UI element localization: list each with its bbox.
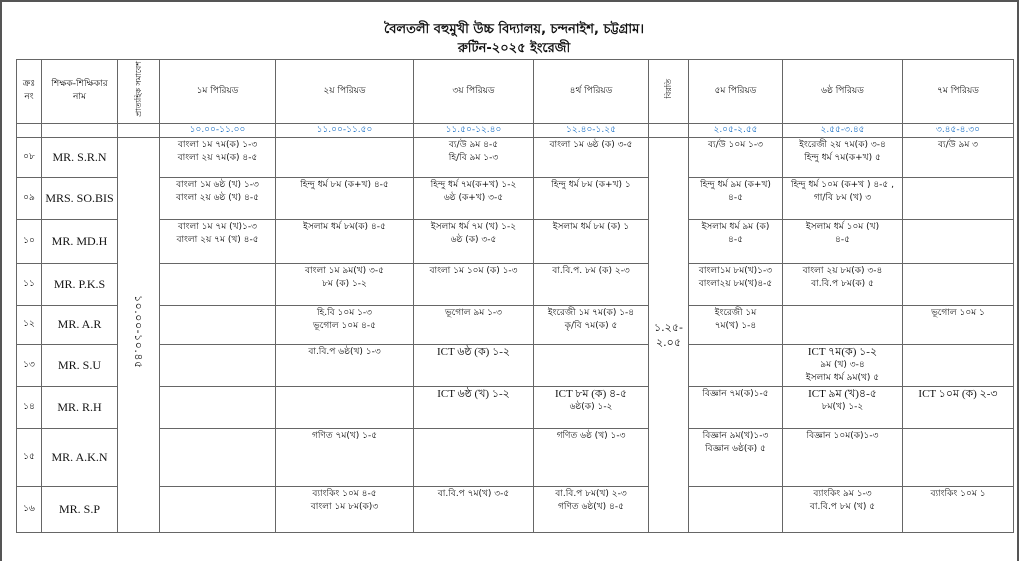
class-entry: গণিত ৬ষ্ঠ (খ) ১-৩ (556, 430, 626, 441)
assembly-time-cell (118, 137, 160, 532)
class-entry: ভূগোল ৯ম ১-৩ (444, 307, 503, 318)
period-4-class (534, 386, 649, 428)
class-entry: বাংলা ২য় ৭ম(ক) ৪-৫ (177, 152, 258, 163)
period-4-class (534, 219, 649, 263)
period-4-class (534, 344, 649, 386)
period-3-class (414, 263, 534, 305)
period-7-header: ৭ম পিরিয়ড (903, 60, 1014, 124)
class-entry: বিজ্ঞান ৯ম(খ)১-৩ (702, 430, 769, 441)
teacher-name: MRS. SO.BIS (42, 177, 118, 219)
table-row (17, 386, 1014, 428)
class-entry: ব্য/উ ৯ম ৪-৫ (448, 139, 499, 150)
class-entry: বাংলা ১ম ১০ম (ক) ১-৩ (429, 265, 518, 276)
teacher-name: MR. MD.H (42, 219, 118, 263)
assembly-time: ১০.০০-১০.৪৫ (132, 295, 145, 370)
period-1-class (160, 263, 276, 305)
class-entry: ৬ষ্ঠ (ক+খ) ৩-৫ (443, 192, 504, 203)
period-6-class (783, 344, 903, 386)
period-3-class (414, 486, 534, 532)
period-2-class (276, 386, 414, 428)
class-entry: বাংলা ২য় ৮ম(ক) ৩-৪ (802, 265, 883, 276)
class-entry: ব্যাংকিং ১০ম ১ (930, 488, 986, 499)
period-6-class (783, 137, 903, 177)
period-5-class (689, 219, 783, 263)
class-entry: গা/বি ৮ম (খ) ৩ (813, 192, 872, 203)
class-entry: ৬ষ্ঠ (ক) ৩-৫ (450, 234, 497, 245)
period-4-class (534, 137, 649, 177)
class-entry: ৪-৫ (728, 192, 743, 203)
class-entry: বাংলা২য় ৮ম(খ)৪-৫ (698, 278, 773, 289)
assembly-header (118, 60, 160, 124)
period-5-time: ২.০৫-২.৫৫ (689, 123, 783, 137)
time-blank (118, 123, 160, 137)
period-2-class (276, 428, 414, 486)
class-entry: ব্যাংকিং ৯ম ১-৩ (813, 488, 872, 499)
class-entry: ৯ম (খ) ৩-৪ (820, 359, 865, 370)
recess-time-cell (649, 137, 689, 532)
class-entry: বিজ্ঞান ১০ম(ক)১-৩ (806, 430, 879, 441)
serial-number: ১২ (17, 305, 42, 344)
class-entry: ইংরেজী ১ম ৭ম(ক) ১-৪ (547, 307, 635, 318)
class-entry: হিন্দু ধর্ম ৭ম(ক+খ) ১-২ (430, 179, 517, 190)
serial-header: ক্রঃ নং (17, 60, 42, 124)
class-entry: বা.বি.প ৭ম(খ) ৩-৫ (437, 488, 510, 499)
period-3-class (414, 177, 534, 219)
period-4-header: ৪র্থ পিরিয়ড (534, 60, 649, 124)
recess-time-end: ২.০৫ (656, 335, 681, 349)
period-6-class (783, 177, 903, 219)
class-entry: হি.বি ১০ম ১-৩ (316, 307, 373, 318)
period-5-class (689, 486, 783, 532)
class-entry: ICT ৮ম (ক) ৪-৫ (555, 387, 627, 400)
teacher-name: MR. S.R.N (42, 137, 118, 177)
period-1-class (160, 219, 276, 263)
table-row (17, 344, 1014, 386)
serial-number: ১৬ (17, 486, 42, 532)
period-5-class (689, 177, 783, 219)
class-entry: বা.বি.প ৬ষ্ঠ(খ) ১-৩ (308, 346, 381, 357)
period-2-header: ২য় পিরিয়ড (276, 60, 414, 124)
class-entry: বাংলা ২য় ৭ম (খ) ৪-৫ (176, 234, 259, 245)
period-6-time: ২.৫৫-৩.৪৫ (783, 123, 903, 137)
class-entry: হিন্দু ধর্ম ১০ম (ক+খ ) ৪-৫ , (791, 179, 894, 190)
class-entry: বাংলা ১ম ৬ষ্ঠ (খ) ১-৩ (176, 179, 259, 190)
period-3-class (414, 305, 534, 344)
routine-body (17, 137, 1014, 532)
recess-header-label: বিরতি (663, 79, 673, 99)
class-entry: ৮ম(খ) ১-২ (821, 401, 864, 412)
class-entry: বাংলা ১ম ৯ম(খ) ৩-৫ (305, 265, 384, 276)
period-1-time: ১০.০০-১১.০০ (160, 123, 276, 137)
time-blank (649, 123, 689, 137)
period-1-class (160, 344, 276, 386)
class-entry: বাংলা১ম ৮ম(খ)১-৩ (698, 265, 773, 276)
period-3-time: ১১.৫০-১২.৪০ (414, 123, 534, 137)
class-entry: বা.বি.প ৮ম(ক) ৫ (811, 278, 874, 289)
class-entry: বাংলা ১ম ৬ষ্ঠ (ক) ৩-৫ (549, 139, 633, 150)
table-row (17, 137, 1014, 177)
period-5-class (689, 344, 783, 386)
class-entry: বাংলা ১ম ৭ম (খ)১-৩ (178, 221, 257, 232)
period-5-class (689, 137, 783, 177)
class-entry: ৬ষ্ঠ(ক) ১-২ (569, 401, 613, 412)
class-entry: বাংলা ২য় ৬ষ্ঠ (খ) ৪-৫ (176, 192, 259, 203)
teacher-name: MR. P.K.S (42, 263, 118, 305)
table-row (17, 486, 1014, 532)
period-3-class (414, 219, 534, 263)
class-entry: ICT ৭ম(ক) ১-২ (807, 345, 878, 358)
class-entry: কৃ/বি ৭ম(ক) ৫ (564, 320, 618, 331)
period-3-class (414, 137, 534, 177)
serial-number: ০৮ (17, 137, 42, 177)
class-entry: বা.বি.প. ৮ম (ক) ২-৩ (552, 265, 630, 276)
serial-number: ১০ (17, 219, 42, 263)
period-6-class (783, 219, 903, 263)
period-1-class (160, 386, 276, 428)
period-1-header: ১ম পিরিয়ড (160, 60, 276, 124)
class-entry: গণিত ৭ম(খ) ১-৫ (311, 430, 378, 441)
class-entry: ৪-৫ (835, 234, 850, 245)
table-row (17, 305, 1014, 344)
period-6-class (783, 386, 903, 428)
period-6-class (783, 428, 903, 486)
time-blank (42, 123, 118, 137)
school-title: বৈলতলী বহুমুখী উচ্চ বিদ্যালয়, চন্দনাইশ, চট্টগ্রাম। (383, 22, 645, 37)
time-row (17, 123, 1014, 137)
routine-subtitle: রুটিন-২০২৫ ইংরেজী (457, 41, 571, 56)
class-entry: ব্যাংকিং ১০ম ৪-৫ (312, 488, 377, 499)
assembly-header-label: প্রাত্যহিক সমাবেশ (133, 61, 143, 117)
class-entry: হিন্দু ধর্ম ৭ম(ক+খ) ৫ (804, 152, 881, 163)
period-2-class (276, 344, 414, 386)
period-7-class (903, 219, 1014, 263)
period-4-class (534, 177, 649, 219)
period-6-class (783, 305, 903, 344)
recess-header (649, 60, 689, 124)
period-7-class (903, 177, 1014, 219)
period-7-class (903, 305, 1014, 344)
table-row (17, 177, 1014, 219)
period-3-class (414, 386, 534, 428)
class-entry: ইসলাম ধর্ম ৭ম (খ) ১-২ (430, 221, 517, 232)
time-blank (17, 123, 42, 137)
class-routine-table (16, 59, 1014, 533)
period-5-header: ৫ম পিরিয়ড (689, 60, 783, 124)
period-4-class (534, 305, 649, 344)
class-entry: ব্য/উ ৯ম ৩ (937, 139, 979, 150)
class-entry: গণিত ৬ষ্ঠ(খ) ৪-৫ (558, 501, 624, 512)
period-1-class (160, 177, 276, 219)
period-2-class (276, 486, 414, 532)
period-7-class (903, 386, 1014, 428)
teacher-name: MR. A.K.N (42, 428, 118, 486)
class-entry: বিজ্ঞান ৭ম(ক)১-৫ (702, 388, 769, 399)
class-entry: ইসলাম ধর্ম ৯ম(খ) ৫ (805, 372, 880, 383)
class-entry: ICT ১০ম (ক) ২-৩ (918, 387, 998, 400)
period-2-time: ১১.০০-১১.৫০ (276, 123, 414, 137)
recess-time-start: ১.২৫- (654, 320, 683, 334)
class-entry: হি/বি ৯ম ১-৩ (448, 152, 499, 163)
class-entry: ইসলাম ধর্ম ১০ম (খ) (805, 221, 880, 232)
period-6-header: ৬ষ্ঠ পিরিয়ড (783, 60, 903, 124)
period-1-class (160, 137, 276, 177)
class-entry: ৮ম (ক) ১-২ (322, 278, 367, 289)
class-entry: হিন্দু ধর্ম ৮ম (ক+খ) ৪-৫ (300, 179, 389, 190)
class-entry: ভূগোল ১০ম ১ (931, 307, 985, 318)
serial-number: ১৫ (17, 428, 42, 486)
class-entry: ইংরেজী ১ম (714, 307, 757, 318)
table-row (17, 219, 1014, 263)
period-2-class (276, 137, 414, 177)
period-5-class (689, 386, 783, 428)
class-entry: ICT ৬ষ্ঠ (ক) ১-২ (436, 345, 511, 358)
period-7-class (903, 263, 1014, 305)
period-4-class (534, 428, 649, 486)
period-5-class (689, 305, 783, 344)
period-3-class (414, 344, 534, 386)
period-6-class (783, 263, 903, 305)
period-1-class (160, 428, 276, 486)
class-entry: ব্য/উ ১০ম ১-৩ (707, 139, 763, 150)
period-7-class (903, 486, 1014, 532)
serial-number: ১৩ (17, 344, 42, 386)
serial-number: ১৪ (17, 386, 42, 428)
class-entry: বা.বি.প ৮ম (খ) ৫ (809, 501, 876, 512)
class-entry: ৭ম(খ) ১-৪ (714, 320, 757, 331)
class-entry: ICT ৬ষ্ঠ (খ) ১-২ (437, 387, 510, 400)
period-5-class (689, 428, 783, 486)
class-entry: বা.বি.প ৮ম(খ) ২-৩ (555, 488, 627, 499)
period-1-class (160, 486, 276, 532)
period-3-class (414, 428, 534, 486)
period-7-class (903, 137, 1014, 177)
period-5-class (689, 263, 783, 305)
period-2-class (276, 219, 414, 263)
header-row (17, 60, 1014, 124)
teacher-name: MR. A.R (42, 305, 118, 344)
teacher-name: MR. S.P (42, 486, 118, 532)
class-entry: ইসলাম ধর্ম ৯ম (ক) (701, 221, 770, 232)
period-2-class (276, 305, 414, 344)
class-entry: ভূগোল ১০ম ৪-৫ (313, 320, 376, 331)
period-4-class (534, 486, 649, 532)
class-entry: ৪-৫ (728, 234, 743, 245)
period-4-class (534, 263, 649, 305)
period-2-class (276, 177, 414, 219)
period-1-class (160, 305, 276, 344)
period-3-header: ৩য় পিরিয়ড (414, 60, 534, 124)
class-entry: ইসলাম ধর্ম ৮ম (ক) ১ (552, 221, 630, 232)
class-entry: বাংলা ১ম ৮ম(ক)৩ (310, 501, 379, 512)
table-row (17, 263, 1014, 305)
period-7-class (903, 344, 1014, 386)
teacher-name: MR. R.H (42, 386, 118, 428)
period-7-class (903, 428, 1014, 486)
class-entry: হিন্দু ধর্ম ৯ম (ক+খ) (700, 179, 771, 190)
class-entry: হিন্দু ধর্ম ৮ম (ক+খ) ১ (551, 179, 631, 190)
period-6-class (783, 486, 903, 532)
class-entry: ইংরেজী ২য় ৭ম(ক) ৩-৪ (799, 139, 886, 150)
period-4-time: ১২.৪০-১.২৫ (534, 123, 649, 137)
class-entry: বাংলা ১ম ৭ম(ক) ১-৩ (177, 139, 258, 150)
period-2-class (276, 263, 414, 305)
teacher-name-header: শিক্ষক-শিক্ষিকার নাম (42, 60, 118, 124)
serial-number: ০৯ (17, 177, 42, 219)
serial-number: ১১ (17, 263, 42, 305)
period-7-time: ৩.৪৫-৪.৩০ (903, 123, 1014, 137)
teacher-name: MR. S.U (42, 344, 118, 386)
class-entry: ইসলাম ধর্ম ৮ম(ক) ৪-৫ (303, 221, 386, 232)
class-entry: বিজ্ঞান ৬ষ্ঠ(ক) ৫ (705, 443, 766, 454)
class-entry: ICT ৯ম (খ)৪-৫ (808, 387, 877, 400)
table-row (17, 428, 1014, 486)
